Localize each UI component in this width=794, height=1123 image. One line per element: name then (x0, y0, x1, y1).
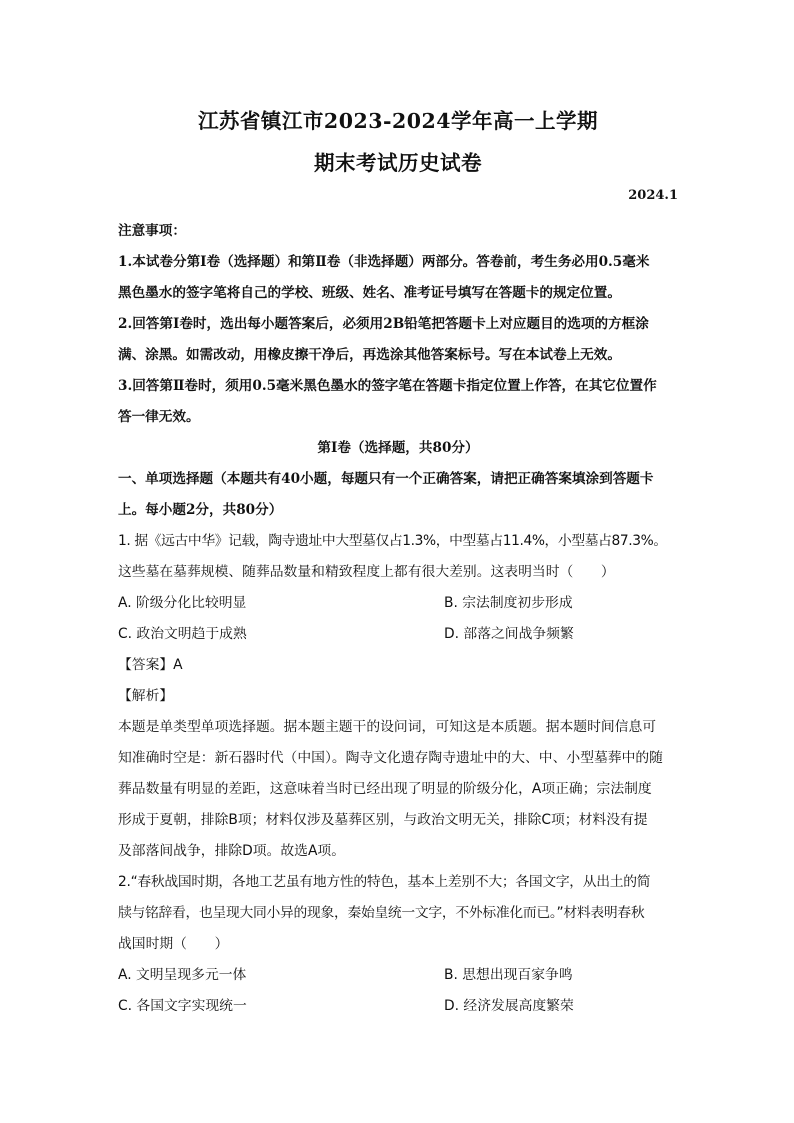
section-instructions: 一、单项选择题（本题共有40小题，每题只有一个正确答案，请把正确答案填涂到答题卡 (118, 471, 654, 487)
section-instructions: 上。每小题2分，共80分） (118, 502, 283, 518)
question-1-option-d: D. 部落之间战争频繁 (444, 626, 574, 642)
question-1-analysis-line: 葬品数量有明显的差距，这意味着当时已经出现了明显的阶级分化，A项正确；宗法制度 (118, 781, 652, 797)
exam-date: 2024.1 (628, 188, 678, 203)
notes-line: 黑色墨水的签字笔将自己的学校、班级、姓名、准考证号填写在答题卡的规定位置。 (118, 285, 621, 301)
question-2-stem: 牍与铭辞看，也呈现大同小异的现象，秦始皇统一文字，不外标准化而已。”材料表明春秋 (118, 905, 645, 921)
question-1-answer: 【答案】A (118, 657, 183, 673)
question-2-stem: 2.“春秋战国时期，各地工艺虽有地方性的特色，基本上差别不大；各国文字，从出土的简 (118, 874, 651, 890)
notes-line: 3.回答第Ⅱ卷时，须用0.5毫米黑色墨水的签字笔在答题卡指定位置上作答，在其它位置作 (118, 378, 657, 394)
question-1-option-b: B. 宗法制度初步形成 (444, 595, 573, 611)
notes-line: 答一律无效。 (118, 409, 200, 425)
question-1-option-c: C. 政治文明趋于成熟 (118, 626, 247, 642)
exam-title-line2: 期末考试历史试卷 (314, 151, 482, 175)
question-2-option-c: C. 各国文字实现统一 (118, 998, 247, 1014)
question-2-option-a: A. 文明呈现多元一体 (118, 967, 247, 983)
question-1-analysis-line: 及部落间战争，排除D项。故选A项。 (118, 843, 346, 859)
question-1-analysis-line: 形成于夏朝，排除B项；材料仅涉及墓葬区别，与政治文明无关，排除C项；材料没有提 (118, 812, 648, 828)
notes-line: 满、涂黑。如需改动，用橡皮擦干净后，再选涂其他答案标号。写在本试卷上无效。 (118, 347, 621, 363)
notes-line: 2.回答第Ⅰ卷时，选出每小题答案后，必须用2B铅笔把答题卡上对应题目的选项的方框涂 (118, 316, 649, 332)
question-1-stem: 1. 据《远古中华》记载，陶寺遗址中大型墓仅占1.3%，中型墓占11.4%，小型墓占87.3%。 (118, 533, 667, 549)
question-2-stem: 战国时期（ ） (118, 936, 229, 952)
question-1-option-a: A. 阶级分化比较明显 (118, 595, 247, 611)
question-1-analysis-line: 知准确时空是：新石器时代（中国）。陶寺文化遗存陶寺遗址中的大、中、小型墓葬中的随 (118, 750, 663, 766)
notes-line: 1.本试卷分第Ⅰ卷（选择题）和第Ⅱ卷（非选择题）两部分。答卷前，考生务必用0.5毫米 (118, 254, 650, 270)
question-1-analysis-heading: 【解析】 (118, 688, 174, 704)
exam-title-line1: 江苏省镇江市2023-2024学年高一上学期 (197, 109, 599, 133)
section-title: 第Ⅰ卷（选择题，共80分） (317, 440, 479, 456)
notes-heading: 注意事项： (118, 223, 186, 239)
question-2-option-d: D. 经济发展高度繁荣 (444, 998, 574, 1014)
question-1-stem: 这些墓在墓葬规模、随葬品数量和精致程度上都有很大差别。这表明当时（ ） (118, 564, 615, 580)
question-1-analysis-line: 本题是单类型单项选择题。据本题主题干的设问词，可知这是本质题。据本题时间信息可 (118, 719, 657, 735)
question-2-option-b: B. 思想出现百家争鸣 (444, 967, 573, 983)
